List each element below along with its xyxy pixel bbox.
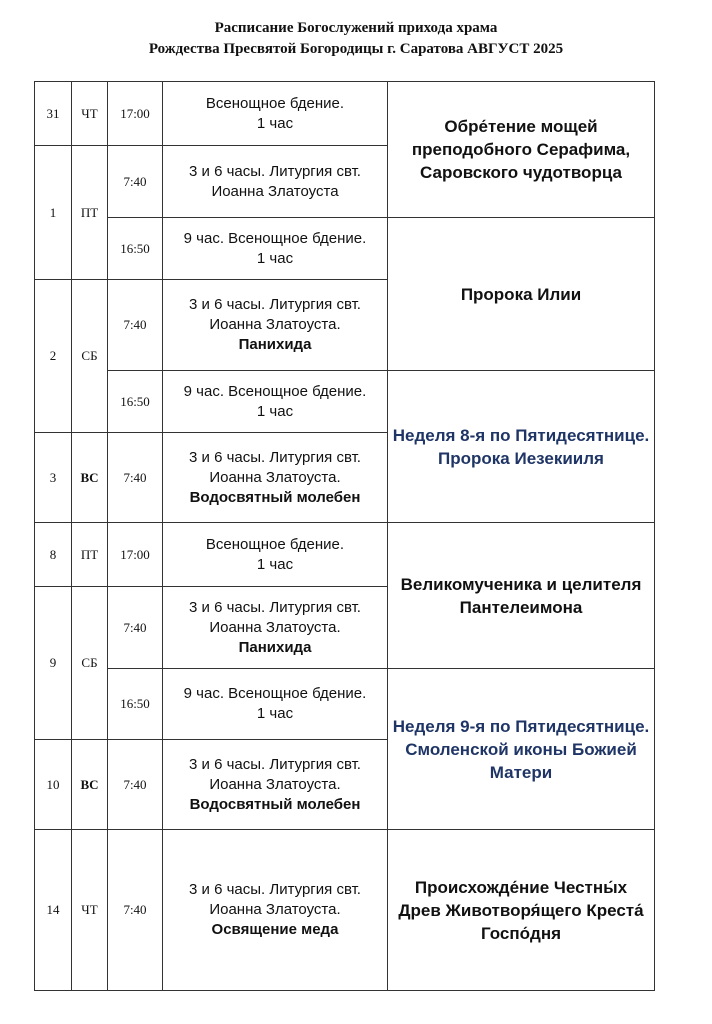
day-cell: 8 xyxy=(35,523,72,587)
weekday-cell: ЧТ xyxy=(72,82,108,146)
service-cell: 9 час. Всенощное бдение. 1 час xyxy=(163,218,388,280)
time-cell: 7:40 xyxy=(108,830,163,991)
feast-cell: Неделя 9-я по Пятидесятнице. Смоленской иконы Божией Матери xyxy=(388,669,655,830)
day-cell: 2 xyxy=(35,280,72,433)
table-row xyxy=(35,523,655,587)
service-cell: Всенощное бдение. 1 час xyxy=(163,523,388,587)
schedule-table xyxy=(34,81,655,991)
feast-cell: Неделя 8-я по Пятидесятнице. Пророка Иезекииля xyxy=(388,371,655,523)
feast-cell: Великомученика и целителя Пантелеимона xyxy=(388,523,655,669)
table-row xyxy=(35,669,655,740)
time-cell: 7:40 xyxy=(108,740,163,830)
day-cell: 31 xyxy=(35,82,72,146)
weekday-cell: ПТ xyxy=(72,146,108,280)
day-cell: 3 xyxy=(35,433,72,523)
weekday-cell: ПТ xyxy=(72,523,108,587)
schedule-header xyxy=(0,18,712,60)
table-row xyxy=(35,830,655,991)
weekday-cell: ВС xyxy=(72,740,108,830)
time-cell: 16:50 xyxy=(108,218,163,280)
service-cell: Всенощное бдение. 1 час xyxy=(163,82,388,146)
service-cell: 3 и 6 часы. Литургия свт. Иоанна Златоуста. Водосвятный молебен xyxy=(163,740,388,830)
header-line-2: Рождества Пресвятой Богородицы г. Саратова АВГУСТ 2025 xyxy=(148,41,564,57)
weekday-cell: ВС xyxy=(72,433,108,523)
time-cell: 7:40 xyxy=(108,280,163,371)
weekday-cell: СБ xyxy=(72,587,108,740)
day-cell: 14 xyxy=(35,830,72,991)
table-row xyxy=(35,82,655,146)
service-cell: 9 час. Всенощное бдение. 1 час xyxy=(163,371,388,433)
feast-cell: Происхожде́ние Честны́х Древ Животворя́щего Креста́ Госпо́дня xyxy=(388,830,655,991)
weekday-cell: СБ xyxy=(72,280,108,433)
service-cell: 3 и 6 часы. Литургия свт. Иоанна Златоуста. Освящение меда xyxy=(163,830,388,991)
header-line-1: Расписание Богослужений прихода храма xyxy=(214,20,498,36)
weekday-cell: ЧТ xyxy=(72,830,108,991)
day-cell: 1 xyxy=(35,146,72,280)
service-cell: 3 и 6 часы. Литургия свт. Иоанна Златоуста. Водосвятный молебен xyxy=(163,433,388,523)
time-cell: 17:00 xyxy=(108,82,163,146)
service-cell: 3 и 6 часы. Литургия свт. Иоанна Златоуста. Панихида xyxy=(163,280,388,371)
service-cell: 9 час. Всенощное бдение. 1 час xyxy=(163,669,388,740)
table-row xyxy=(35,218,655,280)
time-cell: 16:50 xyxy=(108,669,163,740)
service-cell: 3 и 6 часы. Литургия свт. Иоанна Златоуста. Панихида xyxy=(163,587,388,669)
feast-cell: Пророка Илии xyxy=(388,218,655,371)
table-row xyxy=(35,371,655,433)
time-cell: 7:40 xyxy=(108,433,163,523)
day-cell: 10 xyxy=(35,740,72,830)
time-cell: 16:50 xyxy=(108,371,163,433)
feast-cell: Обре́тение мощей преподобного Серафима, Саровского чудотворца xyxy=(388,82,655,218)
time-cell: 7:40 xyxy=(108,587,163,669)
day-cell: 9 xyxy=(35,587,72,740)
time-cell: 7:40 xyxy=(108,146,163,218)
time-cell: 17:00 xyxy=(108,523,163,587)
service-cell: 3 и 6 часы. Литургия свт. Иоанна Златоуста xyxy=(163,146,388,218)
